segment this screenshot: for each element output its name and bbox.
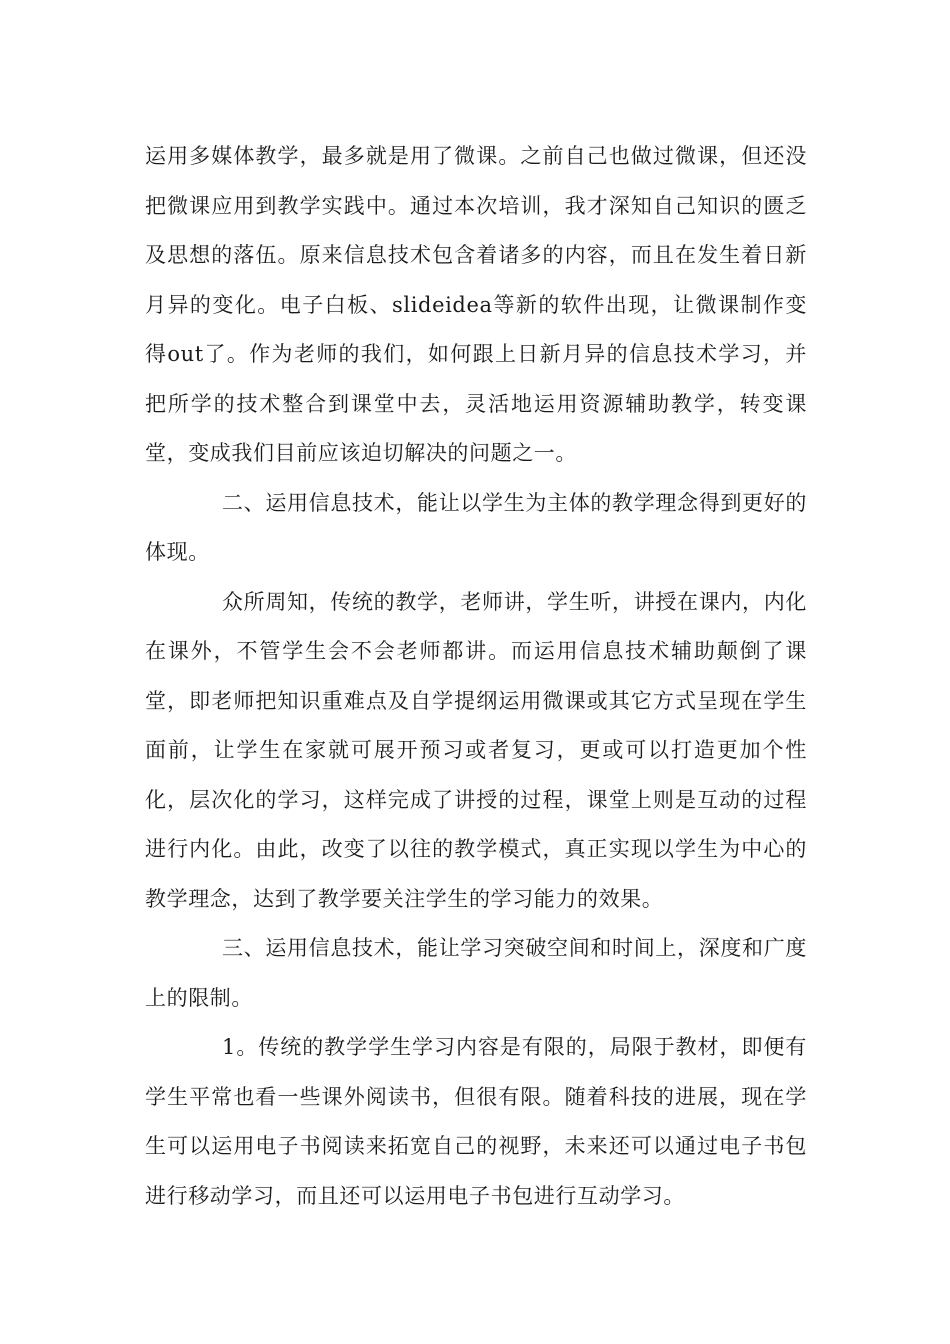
- paragraph-student-centered: 众所周知，传统的教学，老师讲，学生听，讲授在课内，内化在课外，不管学生会不会老师都讲。而运用信息技术辅助颠倒了课堂，即老师把知识重难点及自学提纲运用微课或其它方式呈现在学生面前，让学生在家就可展开预习或者复习，更或可以打造更加个性化，层次化的学习，这样完成了讲授的过程，课堂上则是互动的过程进行内化。由此，改变了以往的教学模式，真正实现以学生为中心的教学理念，达到了教学要关注学生的学习能力的效果。: [145, 589, 807, 911]
- paragraph-point-one: 1。传统的教学学生学习内容是有限的，局限于教材，即便有学生平常也看一些课外阅读书，但很有限。随着科技的进展，现在学生可以运用电子书阅读来拓宽自己的视野，未来还可以通过电子书包进行移动学习，而且还可以运用电子书包进行互动学习。: [145, 1035, 807, 1208]
- document-body: [145, 132, 807, 1221]
- paragraph-continued-intro: 运用多媒体教学，最多就是用了微课。之前自己也做过微课，但还没把微课应用到教学实践中。通过本次培训，我才深知自己知识的匮乏及思想的落伍。原来信息技术包含着诸多的内容，而且在发生着日新月异的变化。电子白板、slideidea等新的软件出现，让微课制作变得out了。作为老师的我们，如何跟上日新月异的信息技术学习，并把所学的技术整合到课堂中去，灵活地运用资源辅助教学，转变课堂，变成我们目前应该迫切解决的问题之一。: [145, 144, 807, 465]
- paragraph-heading-two: 二、运用信息技术，能让以学生为主体的教学理念得到更好的体现。: [145, 490, 807, 564]
- paragraph-heading-three: 三、运用信息技术，能让学习突破空间和时间上，深度和广度上的限制。: [145, 936, 807, 1010]
